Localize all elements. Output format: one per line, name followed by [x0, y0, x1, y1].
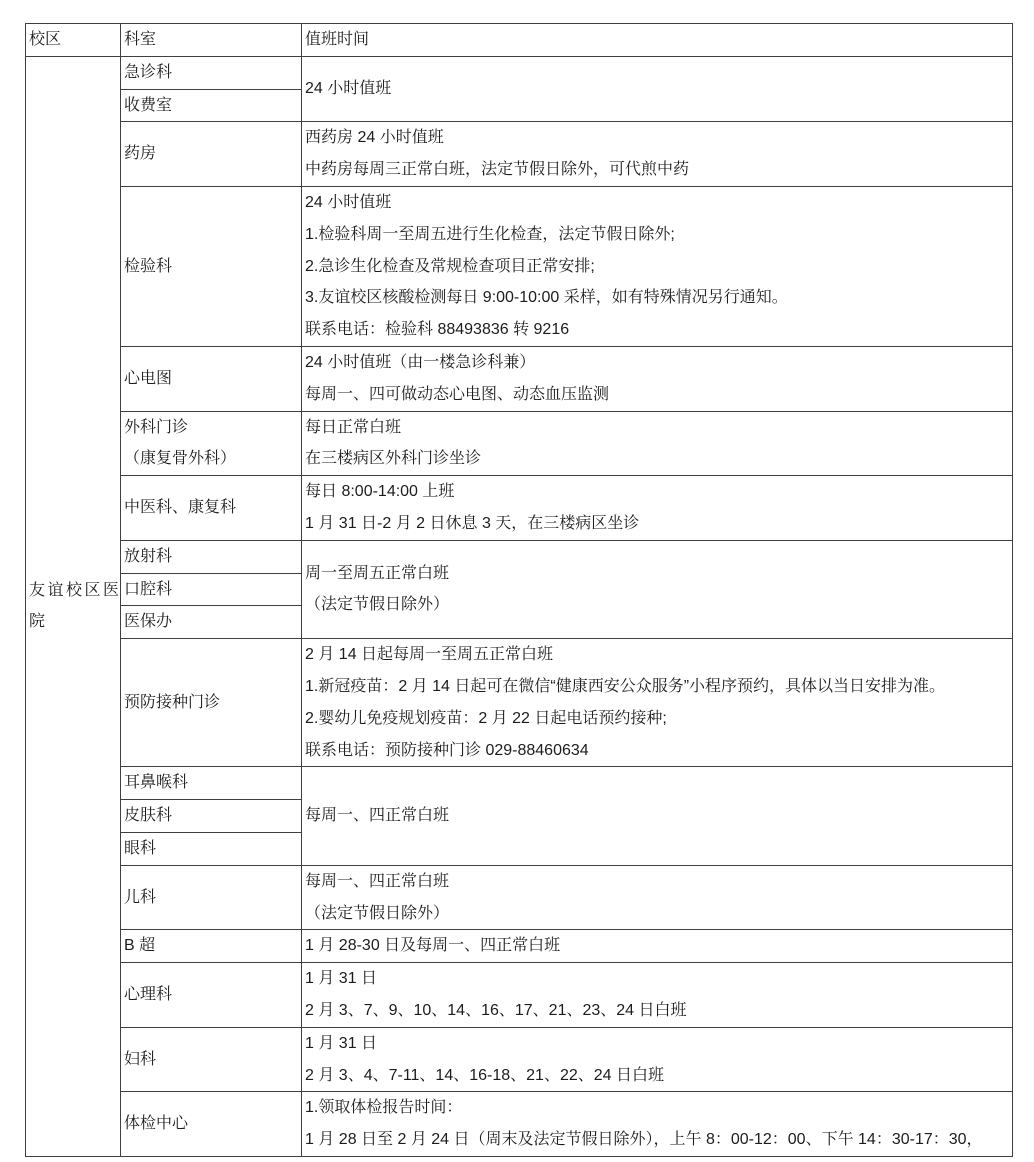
dept-label: 心理科 — [124, 986, 173, 1003]
header-row — [26, 24, 1013, 57]
dept-label: 儿科 — [124, 888, 157, 906]
header-cell-campus: 校区 — [26, 24, 121, 57]
duty-text: 每周一、四正常白班 — [305, 872, 450, 890]
duty-cell — [302, 930, 1013, 963]
duty-text: 2 月 14 日起每周一至周五正常白班 — [305, 646, 554, 664]
duty-text: 1 月 31 日-2 月 2 日休息 3 天，在三楼病区坐诊 — [305, 514, 640, 532]
dept-cell — [121, 476, 302, 541]
dept-cell — [121, 540, 302, 573]
dept-cell — [121, 865, 302, 930]
dept-cell — [121, 606, 302, 639]
dept-cell — [121, 186, 302, 346]
duty-cell — [302, 56, 1013, 122]
duty-text: 周一至周五正常白班 — [305, 564, 450, 582]
dept-label: 预防接种门诊 — [124, 693, 221, 711]
duty-text: 2.急诊生化检查及常规检查项目正常安排; — [305, 257, 595, 275]
dept-label: 外科门诊 — [124, 418, 189, 436]
header-cell-dept: 科室 — [121, 24, 302, 57]
duty-cell — [302, 540, 1013, 638]
table-row — [26, 1092, 1013, 1157]
duty-text: 1.新冠疫苗：2 月 14 日起可在微信“健康西安公众服务”小程序预约，具体以当日安排为准。 — [305, 677, 946, 695]
duty-cell — [302, 963, 1013, 1028]
duty-cell — [302, 476, 1013, 541]
campus-label: 友谊校区医院 — [29, 581, 119, 631]
dept-label: 眼科 — [124, 839, 157, 857]
duty-text: 2 月 3、4、7-11、14、16-18、21、22、24 日白班 — [305, 1066, 664, 1084]
table-row — [26, 186, 1013, 346]
dept-cell — [121, 56, 302, 89]
duty-cell — [302, 1027, 1013, 1092]
duty-text: 3.友谊校区核酸检测每日 9:00-10:00 采样，如有特殊情况另行通知。 — [305, 289, 788, 307]
dept-cell — [121, 346, 302, 411]
dept-label: 皮肤科 — [124, 807, 173, 825]
duty-text: 中药房每周三正常白班，法定节假日除外，可代煎中药 — [305, 161, 690, 179]
dept-cell — [121, 963, 302, 1028]
table-row — [26, 930, 1013, 963]
table-row — [26, 1027, 1013, 1092]
dept-cell — [121, 930, 302, 963]
dept-label: （康复骨外科） — [124, 450, 237, 468]
dept-label: 体检中心 — [124, 1115, 189, 1133]
duty-text: 每周一、四可做动态心电图、动态血压监测 — [305, 385, 610, 403]
dept-label: 中医科、康复科 — [124, 499, 237, 517]
duty-text: 24 小时值班 — [305, 80, 392, 98]
table-row — [26, 476, 1013, 541]
duty-text: （法定节假日除外） — [305, 904, 450, 922]
table-row — [26, 767, 1013, 800]
table-row — [26, 865, 1013, 930]
dept-cell — [121, 1092, 302, 1157]
duty-text: 1 月 31 日 — [305, 970, 378, 988]
dept-cell — [121, 832, 302, 865]
dept-label: 妇科 — [124, 1050, 157, 1068]
table-row — [26, 540, 1013, 573]
dept-label: 心电图 — [124, 369, 173, 387]
dept-label: 放射科 — [124, 547, 173, 565]
duty-text: 在三楼病区外科门诊坐诊 — [305, 450, 482, 468]
duty-cell — [302, 346, 1013, 411]
dept-label: B 超 — [124, 937, 156, 955]
duty-schedule-table-body — [26, 24, 1013, 1157]
duty-text: （法定节假日除外） — [305, 596, 450, 614]
dept-label: 药房 — [124, 145, 157, 163]
dept-cell — [121, 89, 302, 122]
campus-cell — [26, 56, 121, 1156]
dept-cell — [121, 573, 302, 606]
duty-text: 2 月 3、7、9、10、14、16、17、21、23、24 日白班 — [305, 1001, 687, 1019]
dept-cell — [121, 1027, 302, 1092]
duty-text: 24 小时值班（由一楼急诊科兼） — [305, 353, 536, 371]
dept-cell — [121, 411, 302, 476]
duty-text: 1 月 28 日至 2 月 24 日（周末及法定节假日除外），上午 8：00-12：00、下午 14：30-17：30， — [305, 1131, 983, 1149]
duty-text: 联系电话：预防接种门诊 029-88460634 — [305, 741, 589, 759]
duty-schedule-table — [25, 23, 1013, 1157]
duty-text: 1.检验科周一至周五进行生化检查，法定节假日除外; — [305, 225, 675, 243]
duty-cell — [302, 411, 1013, 476]
dept-cell — [121, 639, 302, 767]
duty-text: 1 月 28-30 日及每周一、四正常白班 — [305, 937, 561, 955]
dept-label: 口腔科 — [124, 580, 173, 598]
dept-cell — [121, 122, 302, 187]
duty-cell — [302, 767, 1013, 865]
duty-cell — [302, 122, 1013, 187]
duty-text: 联系电话：检验科 88493836 转 9216 — [305, 321, 570, 339]
duty-cell — [302, 186, 1013, 346]
duty-text: 1.领取体检报告时间： — [305, 1099, 463, 1117]
header-cell-duty: 值班时间 — [302, 24, 1013, 57]
table-row — [26, 411, 1013, 476]
duty-cell — [302, 865, 1013, 930]
table-row — [26, 639, 1013, 767]
dept-label: 检验科 — [124, 257, 173, 275]
table-row — [26, 346, 1013, 411]
duty-text: 每日 8:00-14:00 上班 — [305, 483, 455, 501]
dept-label: 急诊科 — [124, 63, 173, 81]
duty-cell — [302, 1092, 1013, 1157]
dept-label: 医保办 — [124, 613, 173, 631]
dept-label: 耳鼻喉科 — [124, 774, 189, 792]
table-row — [26, 963, 1013, 1028]
duty-text: 每周一、四正常白班 — [305, 807, 450, 825]
duty-text: 1 月 31 日 — [305, 1034, 378, 1052]
table-row — [26, 56, 1013, 89]
dept-cell — [121, 800, 302, 833]
table-row — [26, 122, 1013, 187]
duty-text: 24 小时值班 — [305, 193, 392, 211]
dept-label: 收费室 — [124, 96, 173, 114]
dept-cell — [121, 767, 302, 800]
duty-cell — [302, 639, 1013, 767]
duty-text: 每日正常白班 — [305, 418, 402, 436]
duty-text: 西药房 24 小时值班 — [305, 129, 444, 147]
duty-text: 2.婴幼儿免疫规划疫苗：2 月 22 日起电话预约接种; — [305, 709, 667, 727]
